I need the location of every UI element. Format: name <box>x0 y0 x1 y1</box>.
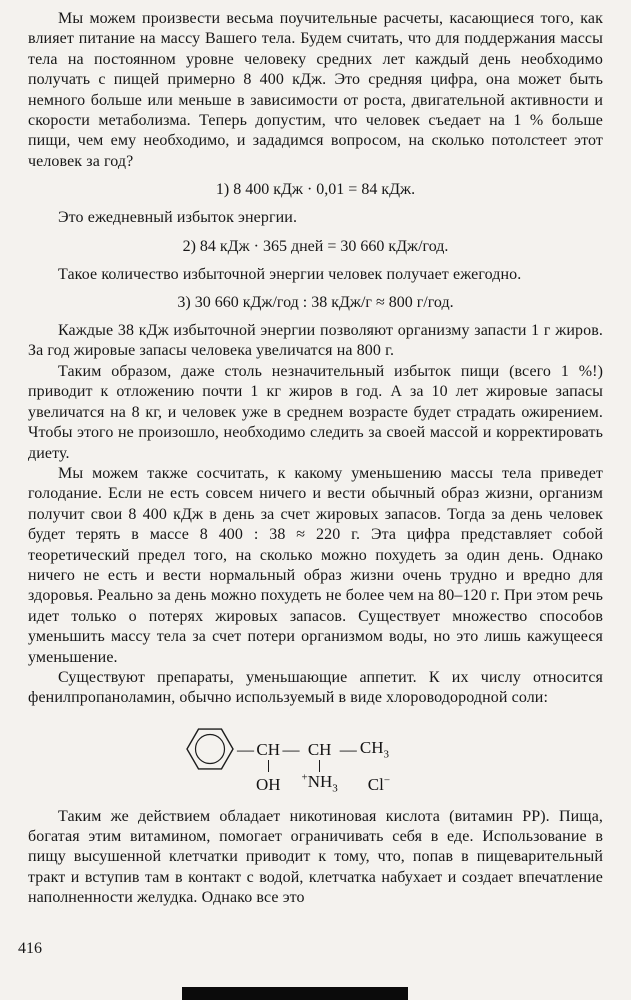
chem-bond: — <box>339 740 357 760</box>
vertical-bond-icon <box>319 760 320 772</box>
paragraph-daily-excess: Это ежедневный избыток энергии. <box>58 209 298 227</box>
chem-bond: — <box>282 740 300 760</box>
chem-counterion-cl: Cl− <box>367 773 391 794</box>
chem-group-nh3: $^+NH_3$ <box>301 771 338 795</box>
chem-group-ch2: CH <box>307 740 332 760</box>
paragraph-vitamin-pp: Таким же действием обладает никотиновая кислота (витамин PP). Пища, богатая этим витамином, помогает ограничивать себя в еде. Использование в пищу высушенной клетчатки приводит к тому, что, попав в пищеварительный тракт и вступив там в контакт с водой, клетчатка набухает и создает впечатление наполненности желудка. Однако все это <box>28 807 603 907</box>
equation-3: 3) 30 660 кДж/год : 38 кДж/г ≈ 800 г/год. <box>177 294 454 312</box>
paragraph-obesity: Таким образом, даже столь незначительный избыток пищи (всего 1 %!) приводит к отложению почти 1 кг жиров в год. А за 10 лет жировые запасы увеличатся на 8 кг, и человек уже в среднем возрасте будет страдать ожирением. Чтобы этого не произошло, необходимо следить за своей массой и корректировать диету. <box>28 362 603 462</box>
chem-bond: — <box>236 740 254 760</box>
chem-group-oh: OH <box>255 774 281 794</box>
vertical-bond-icon <box>268 760 269 772</box>
benzene-ring-icon <box>184 723 236 775</box>
paragraph-fasting: Мы можем также сосчитать, к какому уменьшению массы тела приведет голодание. Если не есть совсем ничего и вести обычный образ жизни, организм получит свои 8 400 кДж в день за счет жировых запасов. Тогда за день человек будет терять в массе 8 400 : 38 ≈ 220 г. Эта цифра представляет собой теоретический предел того, на сколько можно похудеть за один день. Однако ничего не есть и вести нормальный образ жизни очень трудно и вредно для здоровья. Реально за день можно похудеть не более чем на 80–120 г. При этом речь идет только о потерях жировых запасов. Существует множество способов уменьшить массу тела за счет потери организмом воды, но это лишь кажущееся уменьшение. <box>28 464 603 666</box>
chem-group-ch1: CH <box>256 740 281 760</box>
chemical-structure <box>28 723 603 795</box>
paragraph-appetite-drugs: Существуют препараты, уменьшающие аппетит. К их числу относится фенилпропаноламин, обычно используемый в виде хлороводородной соли: <box>28 668 603 707</box>
chem-chain <box>236 738 391 795</box>
paragraph-fat-storage: Каждые 38 кДж избыточной энергии позволяют организму запасти 1 г жиров. За год жировые запасы человека увеличатся на 800 г. <box>28 322 603 360</box>
equation-2: 2) 84 кДж · 365 дней = 30 660 кДж/год. <box>182 237 449 255</box>
paragraph-intro: Мы можем произвести весьма поучительные расчеты, касающиеся того, как влияет питание на массу Вашего тела. Будем считать, что для поддержания массы тела на постоянном уровне человеку средних лет каждый день необходимо получать с пищей примерно 8 400 кДж. Это средняя цифра, она может быть немного больше или меньше в зависимости от роста, двигательной активности и скорости метаболизма. Теперь допустим, что человек съедает на 1 % больше пищи, чем ему необходимо, и зададимся вопросом, на сколько потолстеет этот человек за год? <box>28 10 603 170</box>
paragraph-yearly-excess: Такое количество избыточной энергии человек получает ежегодно. <box>58 265 522 283</box>
page-number: 416 <box>18 940 42 957</box>
equation-1: 1) 8 400 кДж · 0,01 = 84 кДж. <box>215 181 416 199</box>
chem-group-ch3: $CH_3$ <box>359 737 389 761</box>
scan-artifact-bar <box>182 987 408 1000</box>
